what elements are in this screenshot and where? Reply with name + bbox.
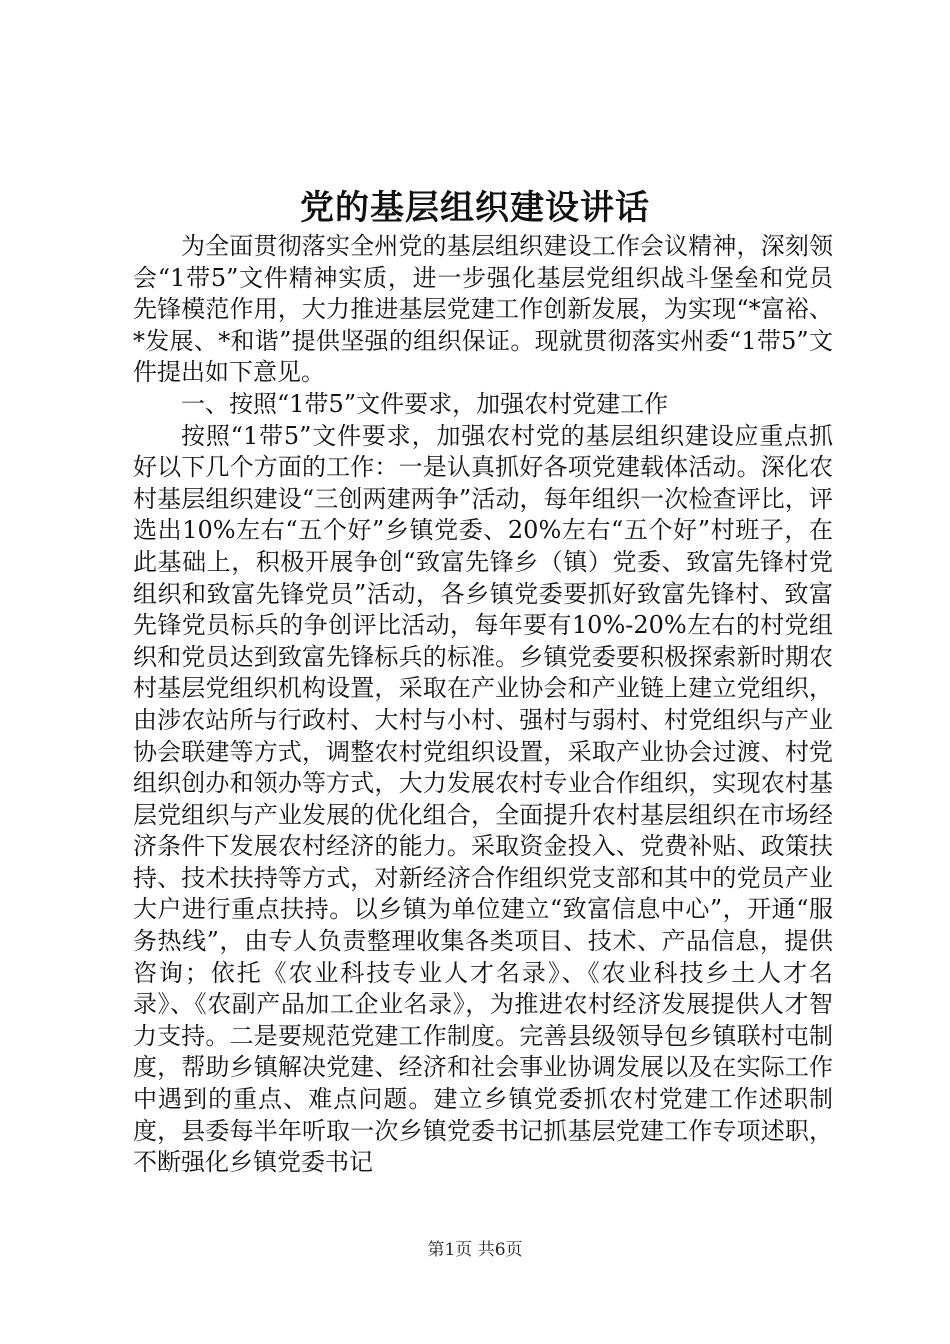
section-heading: 一、按照“1带5”文件要求，加强农村党建工作 xyxy=(181,389,669,418)
body-paragraph: 按照“1带5”文件要求，加强农村党的基层组织建设应重点抓好以下几个方面的工作：一是认真抓好各项党建载体活动。深化农村基层组织建设“三创两建两争”活动，每年组织一次检查评比，评选出10%左右“五个好”乡镇党委、20%左右“五个好”村班子，在此基础上，积极开展争创“致富先锋乡（镇）党委、致富先锋村党组织和致富先锋党员”活动，各乡镇党委要抓好致富先锋村、致富先锋党员标兵的争创评比活动，每年要有10%-20%左右的村党组织和党员达到致富先锋标兵的标准。乡镇党委要积极探索新时期农村基层党组织机构设置，采取在产业协会和产业链上建立党组织，由涉农站所与行政村、大村与小村、强村与弱村、村党组织与产业协会联建等方式，调整农村党组织设置，采取产业协会过渡、村党组织创办和领办等方式，大力发展农村专业合作组织，实现农村基层党组织与产业发展的优化组合，全面提升农村基层组织在市场经济条件下发展农村经济的能力。采取资金投入、党费补贴、政策扶持、技术扶持等方式，对新经济合作组织党支部和其中的党员产业大户进行重点扶持。以乡镇为单位建立“致富信息中心”，开通“服务热线”，由专人负责整理收集各类项目、技术、产品信息，提供咨询；依托《农业科技专业人才名录》、《农业科技乡土人才名录》、《农副产品加工企业名录》，为推进农村经济发展提供人才智力支持。二是要规范党建工作制度。完善县级领导包乡镇联村屯制度，帮助乡镇解决党建、经济和社会事业协调发展以及在实际工作中遇到的重点、难点问题。建立乡镇党委抓农村党建工作述职制度，县委每半年听取一次乡镇党委书记抓基层党建工作专项述职，不断强化乡镇党委书记 xyxy=(133,421,833,1177)
document-title: 党的基层组织建设讲话 xyxy=(300,188,650,228)
intro-paragraph: 为全面贯彻落实全州党的基层组织建设工作会议精神，深刻领会“1带5”文件精神实质，进一步强化基层党组织战斗堡垒和党员先锋模范作用，大力推进基层党建工作创新发展，为实现“*富裕、*发展、*和谐”提供坚强的组织保证。现就贯彻落实州委“1带5”文件提出如下意见。 xyxy=(133,232,833,387)
page-footer: 第1页 共6页 xyxy=(427,1240,523,1260)
document-body xyxy=(133,231,833,1179)
